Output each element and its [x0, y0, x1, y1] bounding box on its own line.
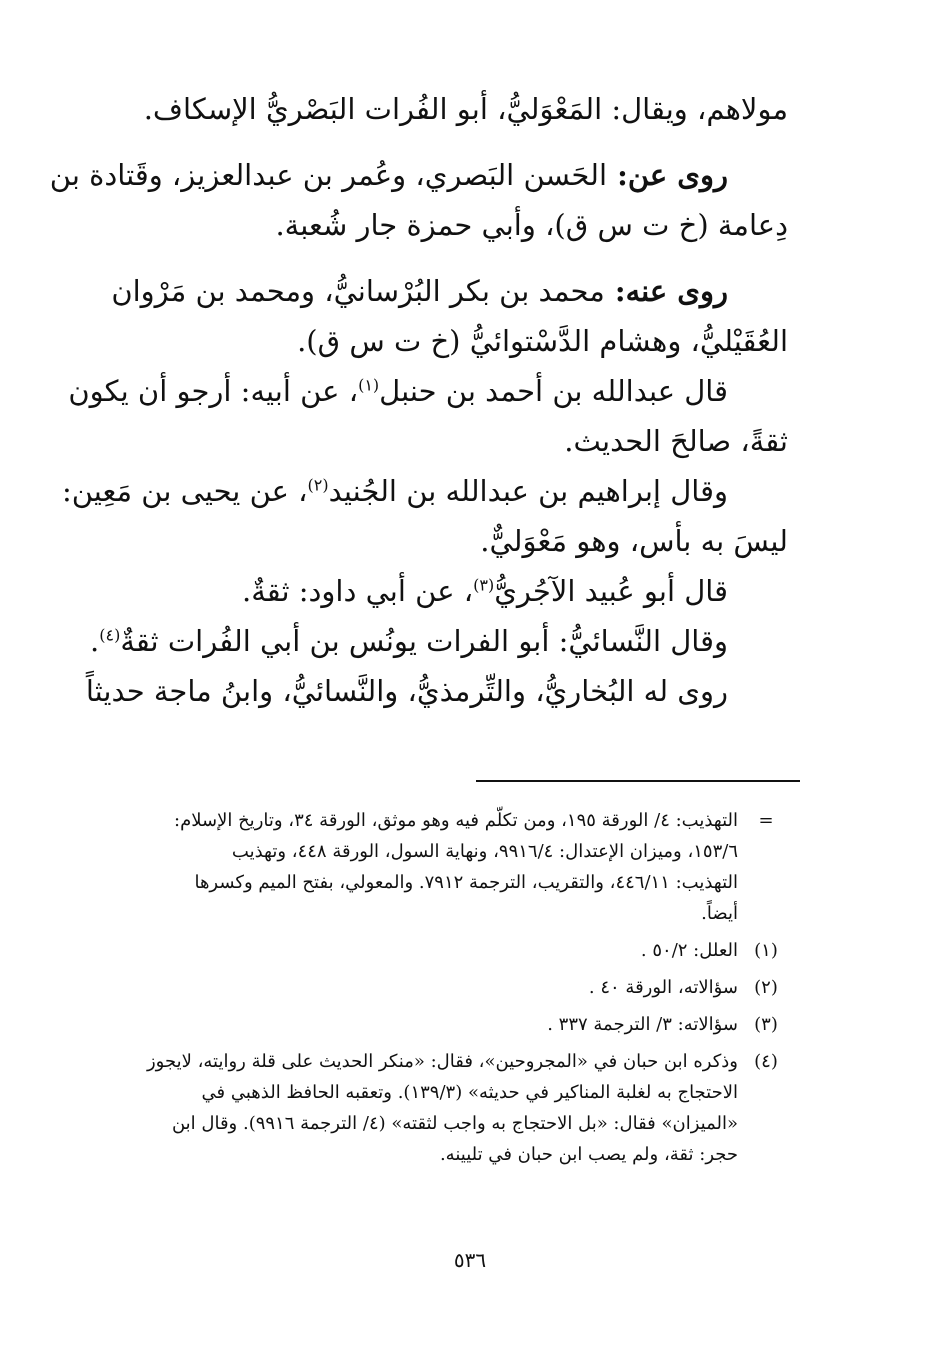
footnote-number: (٤): [754, 1051, 778, 1072]
text-line: وقال إبراهيم بن عبدالله بن الجُنيد$^{(٢)}$، عن يحيى بن مَعِين:: [61, 474, 728, 508]
footnote-ref: (٣): [473, 575, 495, 595]
footnote-1: (١) العلل: ٥٠/٢ .: [128, 935, 788, 966]
continuation-mark: =: [758, 810, 774, 831]
footnote-3: (٣) سؤالاته: ٣/ الترجمة ٣٣٧ .: [128, 1009, 788, 1040]
main-text: [49, 84, 788, 716]
text-line: ثقةً، صالحَ الحديث.: [564, 424, 788, 458]
footnote-number: (٣): [754, 1014, 778, 1035]
footnote-number: (٢): [754, 977, 778, 998]
footnote-ref: (١): [358, 375, 380, 395]
text-line: وقال النَّسائيُّ: أبو الفرات يونُس بن أبي الفُرات ثقةٌ$^{(٤)}$.: [90, 624, 728, 658]
footnote-ref: (٤): [99, 625, 121, 645]
footnote-divider: [476, 780, 800, 782]
footnote-ref: (٢): [307, 475, 329, 495]
footnote-number: (١): [754, 940, 778, 961]
footnote-2: (٢) سؤالاته، الورقة ٤٠ .: [128, 972, 788, 1003]
text-line: روى عنه: محمد بن بكر البُرْسانيُّ، ومحمد بن مَرْوان: [111, 274, 728, 308]
page-number: ٥٣٦: [453, 1248, 487, 1272]
text-line: قال أبو عُبيد الآجُريُّ$^{(٣)}$، عن أبي داود: ثقةٌ.: [242, 574, 728, 608]
text-line: روى عن: الحَسن البَصري، وعُمر بن عبدالعزيز، وقَتادة بن: [49, 158, 728, 192]
rawa-an-label: روى عن:: [607, 158, 728, 192]
rawa-anhu-label: روى عنه:: [604, 274, 728, 308]
footnote-4: (٤) وذكره ابن حبان في «المجروحين»، فقال: «منكر الحديث على قلة روايته، لايجوز الاحتجاج به لغلبة المناكير في حديثه» (١٣٩/٣). وتعقبه الحافظ الذهبي في «الميزان» فقال: «بل الاحتجاج به واجب لثقته» (٤/ الترجمة ٩٩١٦). وقال ابن حجر: ثقة، ولم يصب ابن حبان في تليينه.: [128, 1046, 788, 1170]
text-line: مولاهم، ويقال: المَعْوَليُّ، أبو الفُرات البَصْريُّ الإسكاف.: [143, 92, 788, 126]
text-line: روى له البُخاريُّ، والتِّرمذيُّ، والنَّسائيُّ، وابنُ ماجة حديثاً: [85, 674, 728, 708]
text-line: ليسَ به بأس، وهو مَعْوَليٌّ.: [480, 524, 788, 558]
text-line: قال عبدالله بن أحمد بن حنبل$^{(١)}$، عن أبيه: أرجو أن يكون: [68, 374, 728, 408]
footnotes: [128, 805, 788, 1176]
text-line: العُقَيْليُّ، وهشام الدَّسْتوائيُّ (خ ت س ق).: [297, 324, 788, 358]
footnote-continued: = التهذيب: ٤/ الورقة ١٩٥، ومن تكلّم فيه وهو موثق، الورقة ٣٤، وتاريخ الإسلام: ١٥٣/٦، وميزان الإعتدال: ٩٩١٦/٤، ونهاية السول، الورقة ٤٤٨، وتهذيب التهذيب: ٤٤٦/١١، والتقريب، الترجمة ٧٩١٢. والمعولي، بفتح الميم وكسرها أيضاً.: [128, 805, 788, 929]
text-line: دِعامة (خ ت س ق)، وأبي حمزة جار شُعبة.: [275, 208, 788, 242]
